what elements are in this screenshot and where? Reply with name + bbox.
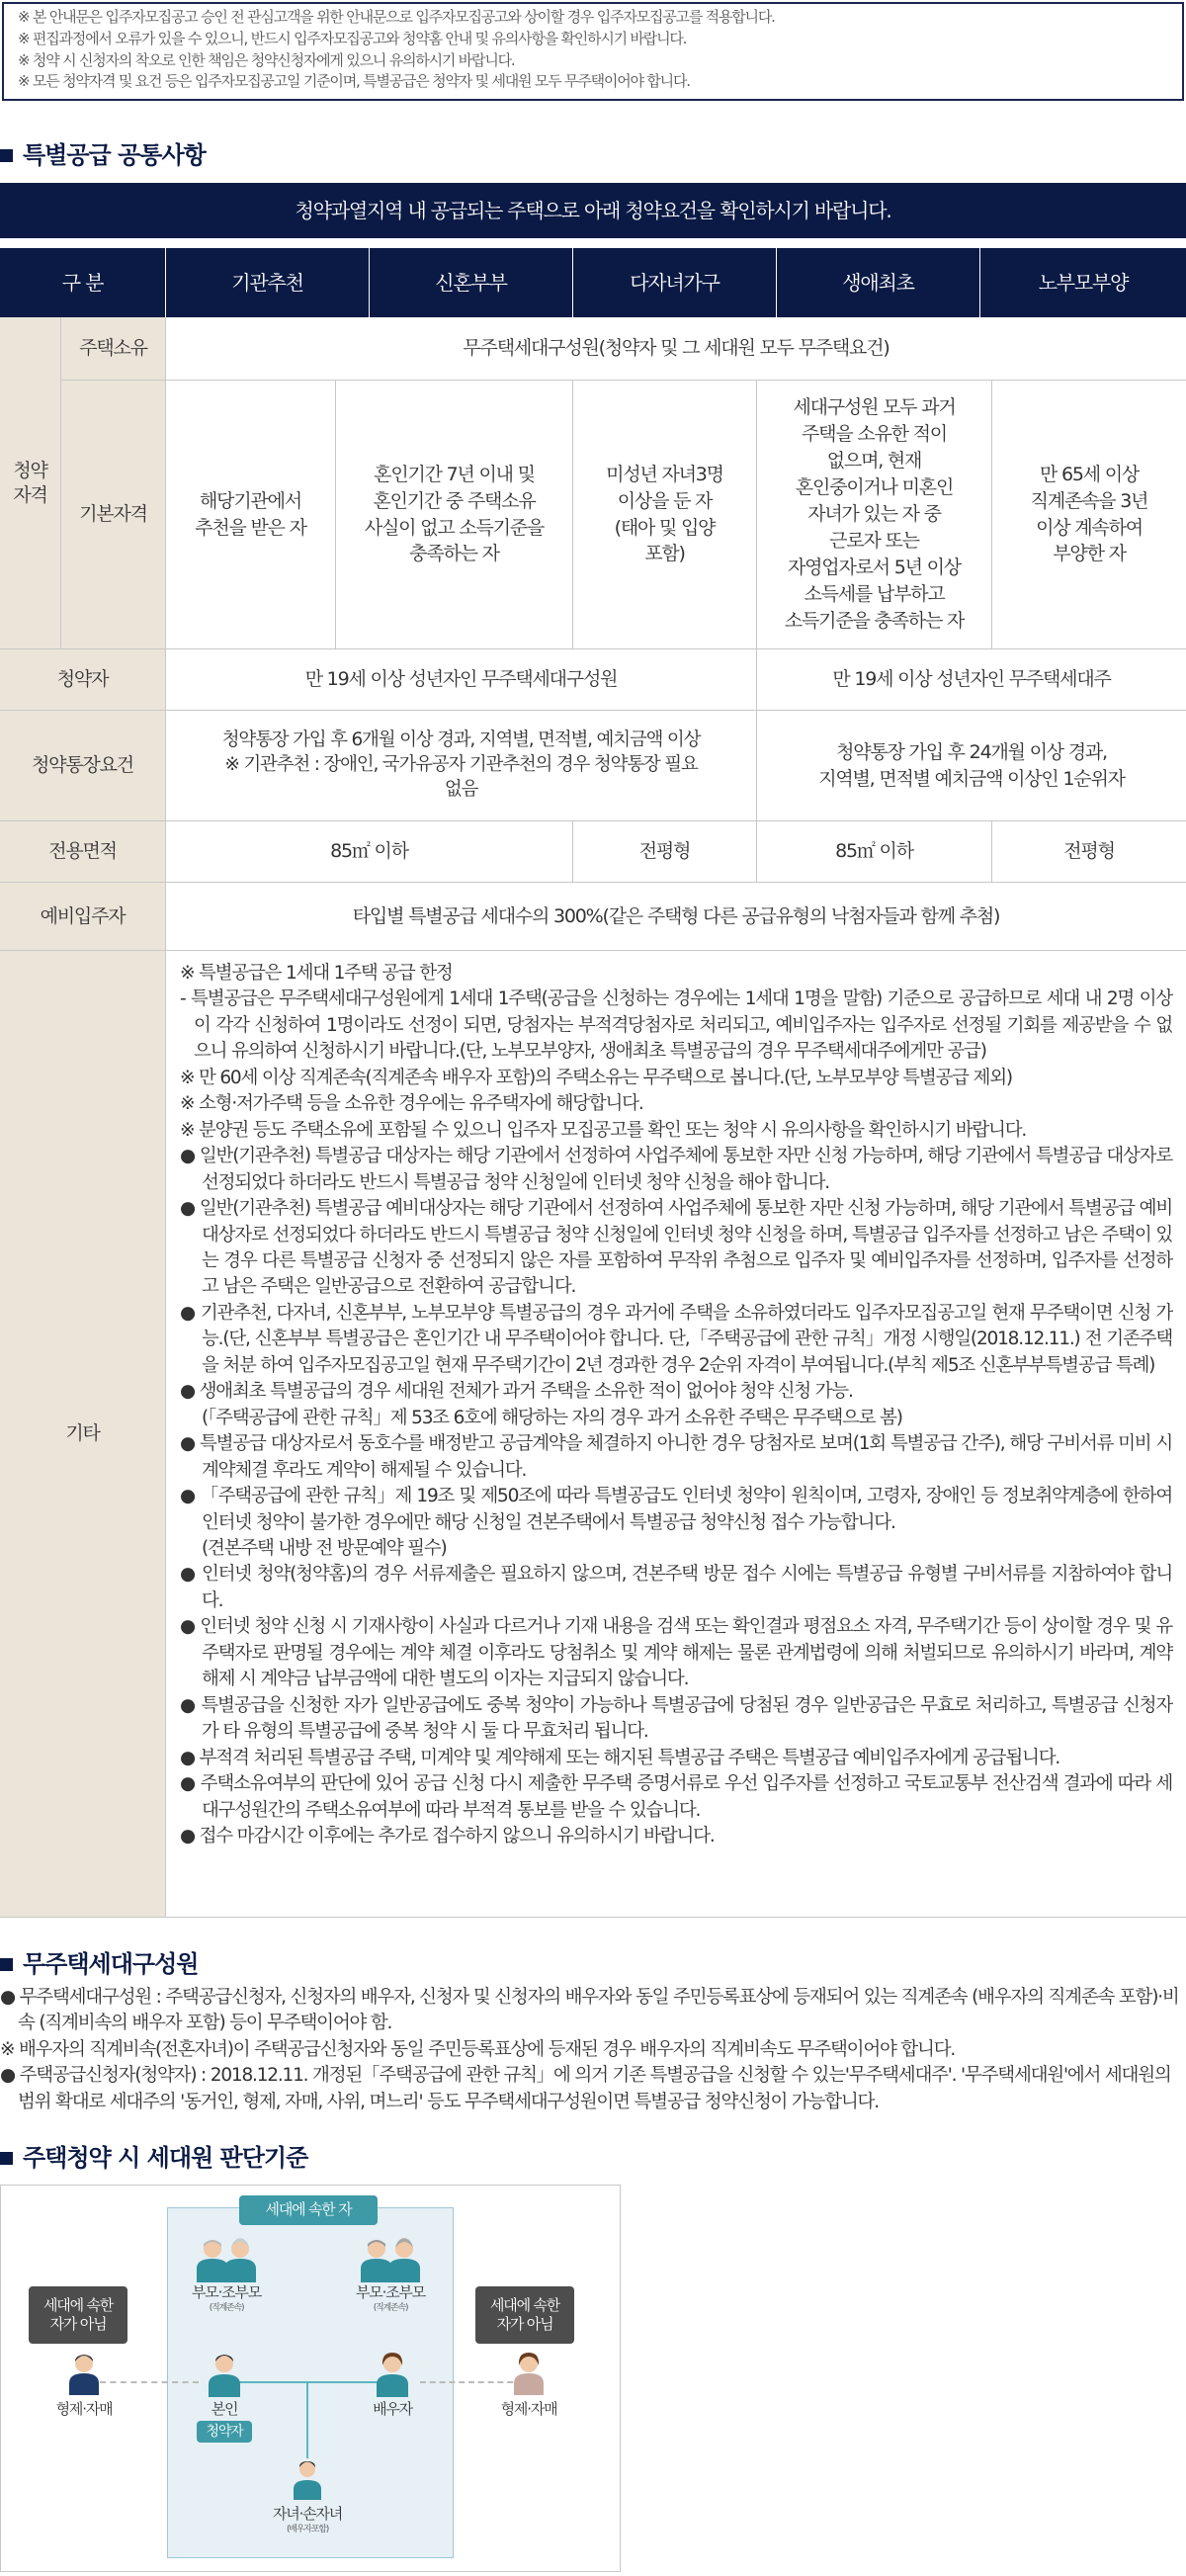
sibling-icon xyxy=(66,2352,102,2395)
header-institution: 기관추천 xyxy=(166,248,370,317)
household-definition xyxy=(0,1985,1186,2115)
notice-line: ※ 본 안내문은 입주자모집공고 승인 전 관심고객을 위한 안내문으로 입주자모집공고와 상이할 경우 입주자모집공고를 적용합니다. xyxy=(18,8,775,26)
children-icon xyxy=(290,2458,325,2500)
etc-note: ※ 분양권 등도 주택소유에 포함될 수 있으니 입주자 모집공고를 확인 또는 청약 시 유의사항을 확인하시기 바랍니다. xyxy=(180,1119,1027,1141)
row-label-area: 전용면적 xyxy=(0,821,166,883)
sibling-left-label: 형제·자매 xyxy=(55,2400,113,2418)
household-diagram xyxy=(0,2185,621,2572)
applicant-left: 만 19세 이상 성년자인 무주택세대구성원 xyxy=(166,649,757,711)
self-label: 본인 xyxy=(211,2400,238,2418)
children-sublabel: (배우자포함) xyxy=(286,2525,329,2534)
housing-value: 무주택세대구성원(청약자 및 그 세대원 모두 무주택요건) xyxy=(166,317,1186,381)
in-laws-sublabel: (직계존속) xyxy=(373,2303,408,2313)
bankbook-left xyxy=(166,711,757,821)
children-connector xyxy=(306,2381,308,2458)
header-firsttime: 생애최초 xyxy=(777,248,980,317)
not-in-household-tag: 세대에 속한 자가 아님 xyxy=(475,2286,574,2344)
section-title: 무주택세대구성원 xyxy=(0,1947,198,1982)
notice-box xyxy=(2,2,1184,101)
row-label-applicant: 청약자 xyxy=(0,649,166,711)
sibling-right-label: 형제·자매 xyxy=(500,2400,557,2418)
row-group-qualification: 청약 자격 xyxy=(0,317,61,649)
self-icon xyxy=(205,2352,244,2397)
row-label-bankbook: 청약통장요건 xyxy=(0,711,166,821)
basic-institution: 해당기관에서 추천을 받은 자 xyxy=(166,381,336,649)
basic-elderly: 만 65세 이상 직계존속을 3년 이상 계속하여 부양한 자 xyxy=(992,381,1186,649)
row-label-basic: 기본자격 xyxy=(61,381,166,649)
etc-note: ● 접수 마감시간 이후에는 추가로 접수하지 않으니 유의하시기 바랍니다. xyxy=(180,1825,715,1846)
notice-line: ※ 청약 시 신청자의 착오로 인한 책임은 청약신청자에게 있으니 유의하시기 바랍니다. xyxy=(18,50,515,69)
definition-item: ● 무주택세대구성원 : 주택공급신청자, 신청자의 배우자, 신청자 및 신청자의 배우자와 동일 주민등록표상에 등재되어 있는 직계존속 (배우자의 직계존속 포함)·비속 (직계비속의 배우자 포함) 등이 무주택이어야 함. xyxy=(0,1987,1179,2034)
sibling-icon xyxy=(511,2352,547,2395)
bullet-square-icon xyxy=(0,2152,13,2165)
etc-note: ※ 소형·저가주택 등을 소유한 경우에는 유주택자에 해당합니다. xyxy=(180,1093,643,1115)
bullet-square-icon xyxy=(0,149,13,162)
etc-note: ※ 만 60세 이상 직계존속(직계존속 배우자 포함)의 주택소유는 무주택으로 봅니다.(단, 노부모부양 특별공급 제외) xyxy=(180,1067,1012,1088)
condition-banner: 청약과열지역 내 공급되는 주택으로 아래 청약요건을 확인하시기 바랍니다. xyxy=(0,183,1186,238)
definition-item: ※ 배우자의 직계비속(전혼자녀)이 주택공급신청자와 동일 주민등록표상에 등재된 경우 배우자의 직계비속도 무주택이어야 합니다. xyxy=(0,2038,956,2060)
area-value: 85㎡ 이하 xyxy=(757,821,992,883)
etc-note: ● 특별공급 대상자로서 동호수를 배정받고 공급계약을 체결하지 아니한 경우 당첨자로 보며(1회 특별공급 간주), 해당 구비서류 미비 시 계약체결 후라도 계약이 해제될 수 있습니다. xyxy=(180,1433,1172,1481)
etc-note: (견본주택 내방 전 방문예약 필수) xyxy=(202,1537,447,1559)
in-household-tag: 세대에 속한 자 xyxy=(239,2195,378,2225)
spouse-icon xyxy=(373,2352,412,2397)
row-label-etc: 기타 xyxy=(0,951,166,1918)
etc-note: ● 일반(기관추천) 특별공급 예비대상자는 해당 기관에서 선정하여 사업주체에 통보한 자만 신청 가능하며, 해당 기관에서 특별공급 예비대상자로 선정되었다 하더라도 반드시 특별공급 청약 신청일에 인터넷 청약 신청을 하며, 특별공급 입주자를 선정하고 남은 주택이 있는 경우 다른 특별공급 신청자 중 선정되지 않은 자를 포함하여 무작위 추첨으로 입주자 및 예비입주자를 선정하며, 입주자를 선정하고 남은 주택은 일반공급으로 전환하여 공급합니다. xyxy=(180,1198,1172,1298)
dashed-connector xyxy=(420,2381,523,2383)
etc-note: ● 인터넷 청약 신청 시 기재사항이 사실과 다르거나 기재 내용을 검색 또는 확인결과 평점요소 자격, 무주택기간 등이 상이할 경우 및 유주택자로 판명될 경우에는 계약 체결 이후라도 당첨취소 및 계약 해제는 물론 관계법령에 의해 처벌되므로 유의하시기 바라며, 계약 해제 시 계약금 납부금액에 대한 별도의 이자는 지급되지 않습니다. xyxy=(180,1616,1172,1690)
notice-line: ※ 편집과정에서 오류가 있을 수 있으니, 반드시 입주자모집공고와 청약홈 안내 및 유의사항을 확인하시기 바랍니다. xyxy=(18,29,687,47)
grandparents-sublabel: (직계존속) xyxy=(209,2303,244,2313)
spouse-label: 배우자 xyxy=(373,2400,412,2418)
dashed-connector xyxy=(100,2381,199,2383)
etc-note: - 특별공급은 무주택세대구성원에게 1세대 1주택(공급을 신청하는 경우에는 1세대 1명을 말함) 기준으로 공급하므로 세대 내 2명 이상이 각각 신청하여 1명이라도 선정이 되면, 당첨자는 부적격당첨자로 처리되고, 예비입주자는 입주자로 선정될 기회를 제공받을 수 없으니 유의하여 신청하시기 바랍니다.(단, 노부모부양자, 생애최초 특별공급의 경우 무주택세대주에게만 공급) xyxy=(180,988,1173,1063)
etc-note: ● 인터넷 청약(청약홈)의 경우 서류제출은 필요하지 않으며, 견본주택 방문 접수 시에는 특별공급 유형별 구비서류를 지참하여야 합니다. xyxy=(180,1564,1172,1611)
etc-note: ● 부적격 처리된 특별공급 주택, 미계약 및 계약해제 또는 해지된 특별공급 주택은 특별공급 예비입주자에게 공급됩니다. xyxy=(180,1747,1060,1768)
children-label: 자녀·손자녀 xyxy=(272,2505,343,2523)
etc-note: (「주택공급에 관한 규칙」제 53조 6호에 해당하는 자의 경우 과거 소유한 주택은 무주택으로 봄) xyxy=(202,1407,902,1428)
definition-item: ● 주택공급신청자(청약자) : 2018.12.11. 개정된「주택공급에 관한 규칙」에 의거 기존 특별공급을 신청할 수 있는'무주택세대주'. '무주택세대원'에서 세대원의 범위 확대로 세대주의 '동거인, 형제, 자매, 사위, 며느리' 등도 무주택세대구성원이면 특별공급 청약신청이 가능합니다. xyxy=(0,2065,1171,2112)
applicant-tag: 청약자 xyxy=(197,2421,252,2443)
basic-multichild: 미성년 자녀3명 이상을 둔 자 (태아 및 입양 포함) xyxy=(573,381,757,649)
notice-line: ※ 모든 청약자격 및 요건 등은 입주자모집공고일 기준이며, 특별공급은 청약자 및 세대원 모두 무주택이어야 합니다. xyxy=(18,72,690,91)
area-value: 전평형 xyxy=(573,821,757,883)
etc-note: ● 생애최초 특별공급의 경우 세대원 전체가 과거 주택을 소유한 적이 없어야 청약 신청 가능. xyxy=(180,1381,853,1403)
area-value: 85㎡ 이하 xyxy=(166,821,573,883)
row-label-housing: 주택소유 xyxy=(61,317,166,381)
etc-note: ※ 특별공급은 1세대 1주택 공급 한정 xyxy=(180,963,453,984)
section-title: 주택청약 시 세대원 판단기준 xyxy=(0,2141,307,2176)
header-newlywed: 신혼부부 xyxy=(370,248,573,317)
basic-firsttime: 세대구성원 모두 과거 주택을 소유한 적이 없으며, 현재 혼인중이거나 미혼인 자녀가 있는 자 중 근로자 또는 자영업자로서 5년 이상 소득세를 납부하고 소득기준을 충족하는 자 xyxy=(757,381,992,649)
etc-note: ● 기관추천, 다자녀, 신혼부부, 노부모부양 특별공급의 경우 과거에 주택을 소유하였더라도 입주자모집공고일 현재 무주택이면 신청 가능.(단, 신혼부부 특별공급은 혼인기간 내 무주택이어야 합니다. 단,「주택공급에 관한 규칙」개정 시행일(2018.12.11.) 전 기존주택을 처분 하여 입주자모집공고일 현재 무주택기간이 2년 경과한 경우 2순위 자격이 부여됩니다.(부칙 제5조 신혼부부특별공급 특례) xyxy=(180,1302,1172,1376)
bankbook-left-line: 청약통장 가입 후 6개월 이상 경과, 지역별, 면적별, 예치금액 이상 xyxy=(221,730,701,751)
bankbook-left-line: 없음 xyxy=(444,778,478,800)
section-title: 특별공급 공통사항 xyxy=(0,138,206,173)
in-laws-label: 부모·조부모 xyxy=(355,2283,426,2301)
reserve-value: 타입별 특별공급 세대수의 300%(같은 주택형 다른 공급유형의 낙첨자들과 함께 추첨) xyxy=(166,883,1186,951)
bullet-square-icon xyxy=(0,1958,13,1971)
bankbook-left-line: ※ 기관추천 : 장애인, 국가유공자 기관추천의 경우 청약통장 필요 xyxy=(224,754,698,776)
etc-note: ● 특별공급을 신청한 자가 일반공급에도 중복 청약이 가능하나 특별공급에 당첨된 경우 일반공급은 무효로 처리하고, 특별공급 신청자가 타 유형의 특별공급에 중복 청약 시 둘 다 무효처리 됩니다. xyxy=(180,1694,1172,1743)
grandparents-icon xyxy=(191,2237,262,2282)
grandparents-label: 부모·조부모 xyxy=(191,2283,262,2301)
bankbook-right: 청약통장 가입 후 24개월 이상 경과, 지역별, 면적별 예치금액 이상인 1순위자 xyxy=(757,711,1186,821)
header-multichild: 다자녀가구 xyxy=(573,248,777,317)
etc-notes xyxy=(166,951,1186,1918)
basic-newlywed: 혼인기간 7년 이내 및 혼인기간 중 주택소유 사실이 없고 소득기준을 충족하는 자 xyxy=(336,381,573,649)
applicant-right: 만 19세 이상 성년자인 무주택세대주 xyxy=(757,649,1186,711)
row-label-reserve: 예비입주자 xyxy=(0,883,166,951)
etc-note: ● 주택소유여부의 판단에 있어 공급 신청 다시 제출한 무주택 증명서류로 우선 입주자를 선정하고 국토교통부 전산검색 결과에 따라 세대구성원간의 주택소유여부에 따라 부적격 통보를 받을 수 있습니다. xyxy=(180,1773,1172,1821)
header-elderly: 노부모부양 xyxy=(980,248,1186,317)
area-value: 전평형 xyxy=(992,821,1186,883)
header-division: 구 분 xyxy=(0,248,166,317)
etc-note: ● 「주택공급에 관한 규칙」제 19조 및 제50조에 따라 특별공급도 인터넷 청약이 원칙이며, 고령자, 장애인 등 정보취약계층에 한하여 인터넷 청약이 불가한 경우에만 해당 신청일 견본주택에서 특별공급 청약신청 접수 가능합니다. xyxy=(180,1486,1172,1533)
etc-note: ● 일반(기관추천) 특별공급 대상자는 해당 기관에서 선정하여 사업주체에 통보한 자만 신청 가능하며, 해당 기관에서 특별공급 대상자로 선정되었다 하더라도 반드시 특별공급 청약 신청일에 인터넷 청약 신청을 해야 합니다. xyxy=(180,1146,1172,1193)
in-laws-icon xyxy=(355,2237,426,2282)
not-in-household-tag: 세대에 속한 자가 아님 xyxy=(29,2286,127,2344)
